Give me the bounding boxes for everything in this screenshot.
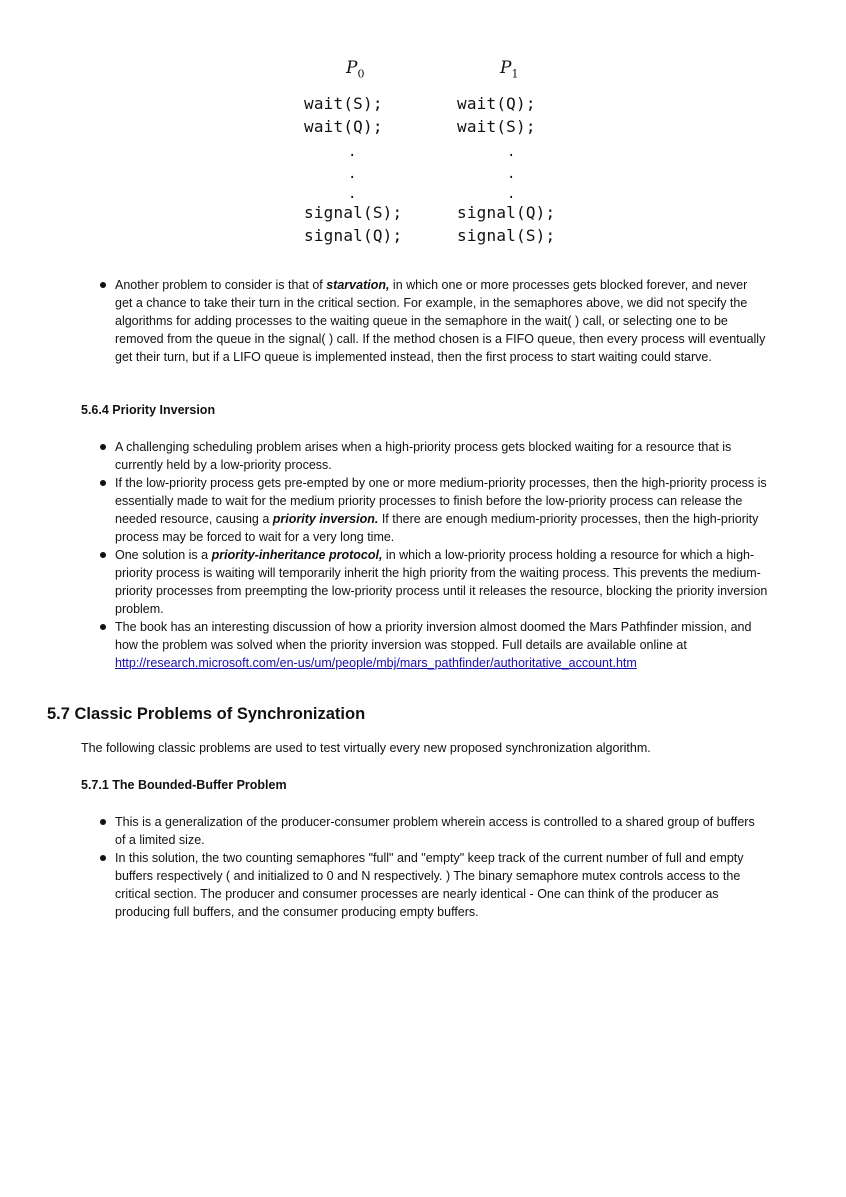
list-item: In this solution, the two counting semaphores "full" and "empty" keep track of the current number of full and empty buffers respectively ( and initialized to 0 and N respectively. ) The binary semaphore mutex controls access to the critical section. The producer and consumer processes are nearly identical - One can think of the producer as producing full buffers, and the consumer producing empty buffers. xyxy=(98,849,768,921)
list-item: One solution is a priority-inheritance protocol, in which a low-priority process holding a resource for which a high-priority process is waiting will temporarily inherit the high priority from the waiting process. This prevents the medium-priority processes from preempting the low-priority process until it releases the resource, blocking the priority inversion problem. xyxy=(98,546,768,618)
section-intro: The following classic problems are used to test virtually every new proposed synchronization algorithm. xyxy=(81,741,651,755)
subsection-heading: 5.7.1 The Bounded-Buffer Problem xyxy=(81,778,287,792)
bullet-icon xyxy=(100,552,106,558)
code-line: wait(S); xyxy=(304,94,383,113)
ellipsis-dot: . xyxy=(507,144,516,160)
code-line: signal(Q); xyxy=(304,226,403,245)
code-line: signal(S); xyxy=(457,226,556,245)
priority-inversion-list xyxy=(98,438,768,672)
bounded-buffer-list xyxy=(98,813,768,921)
section-heading: 5.7 Classic Problems of Synchronization xyxy=(47,705,366,723)
list-item: The book has an interesting discussion of how a priority inversion almost doomed the Mars Pathfinder mission, and how the problem was solved when the priority inversion was stopped. Full details are available online at http://research.microsoft.com/en-us/um/people/mbj/mars_pathfinder/authoritative_account.htm xyxy=(98,618,768,672)
bullet-icon xyxy=(100,855,106,861)
emphasized-term: priority inversion. xyxy=(272,512,379,526)
list-item: A challenging scheduling problem arises when a high-priority process gets blocked waiting for a resource that is currently held by a low-priority process. xyxy=(98,438,768,474)
ellipsis-dot: . xyxy=(348,144,357,160)
code-line: wait(Q); xyxy=(304,117,383,136)
bullet-icon xyxy=(100,819,106,825)
list-item: If the low-priority process gets pre-empted by one or more medium-priority processes, then the high-priority process is essentially made to wait for the medium priority processes to finish before the low-priority process can release the needed resource, causing a priority inversion. If there are enough medium-priority processes, then the high-priority process may be forced to wait for a very long time. xyxy=(98,474,768,546)
ellipsis-dot: . xyxy=(348,186,357,202)
bullet-icon xyxy=(100,480,106,486)
list-item: This is a generalization of the producer-consumer problem wherein access is controlled to a shared group of buffers of a limited size. xyxy=(98,813,768,849)
process-p0-heading: $P_0$ xyxy=(346,58,365,81)
code-line: signal(S); xyxy=(304,203,403,222)
mars-pathfinder-link[interactable]: http://research.microsoft.com/en-us/um/people/mbj/mars_pathfinder/authoritative_account.htm xyxy=(115,656,637,670)
semaphore-deadlock-figure xyxy=(304,58,584,248)
code-line: wait(S); xyxy=(457,117,536,136)
ellipsis-dot: . xyxy=(507,166,516,182)
process-p1-heading: $P_1$ xyxy=(500,58,519,81)
code-line: signal(Q); xyxy=(457,203,556,222)
code-line: wait(Q); xyxy=(457,94,536,113)
bullet-icon xyxy=(100,444,106,450)
starvation-list xyxy=(98,276,768,366)
bullet-icon xyxy=(100,282,106,288)
ellipsis-dot: . xyxy=(507,186,516,202)
emphasized-term: priority-inheritance protocol, xyxy=(211,548,383,562)
subsection-heading: 5.6.4 Priority Inversion xyxy=(81,403,216,417)
emphasized-term: starvation, xyxy=(326,278,390,292)
ellipsis-dot: . xyxy=(348,166,357,182)
list-item: Another problem to consider is that of starvation, in which one or more processes gets blocked forever, and never get a chance to take their turn in the critical section. For example, in the semaphores above, we did not specify the algorithms for adding processes to the waiting queue in the semaphore in the wait( ) call, or selecting one to be removed from the queue in the signal( ) call. If the method chosen is a FIFO queue, then every process will eventually get their turn, but if a LIFO queue is implemented instead, then the first process to start waiting could starve. xyxy=(98,276,768,366)
bullet-icon xyxy=(100,624,106,630)
